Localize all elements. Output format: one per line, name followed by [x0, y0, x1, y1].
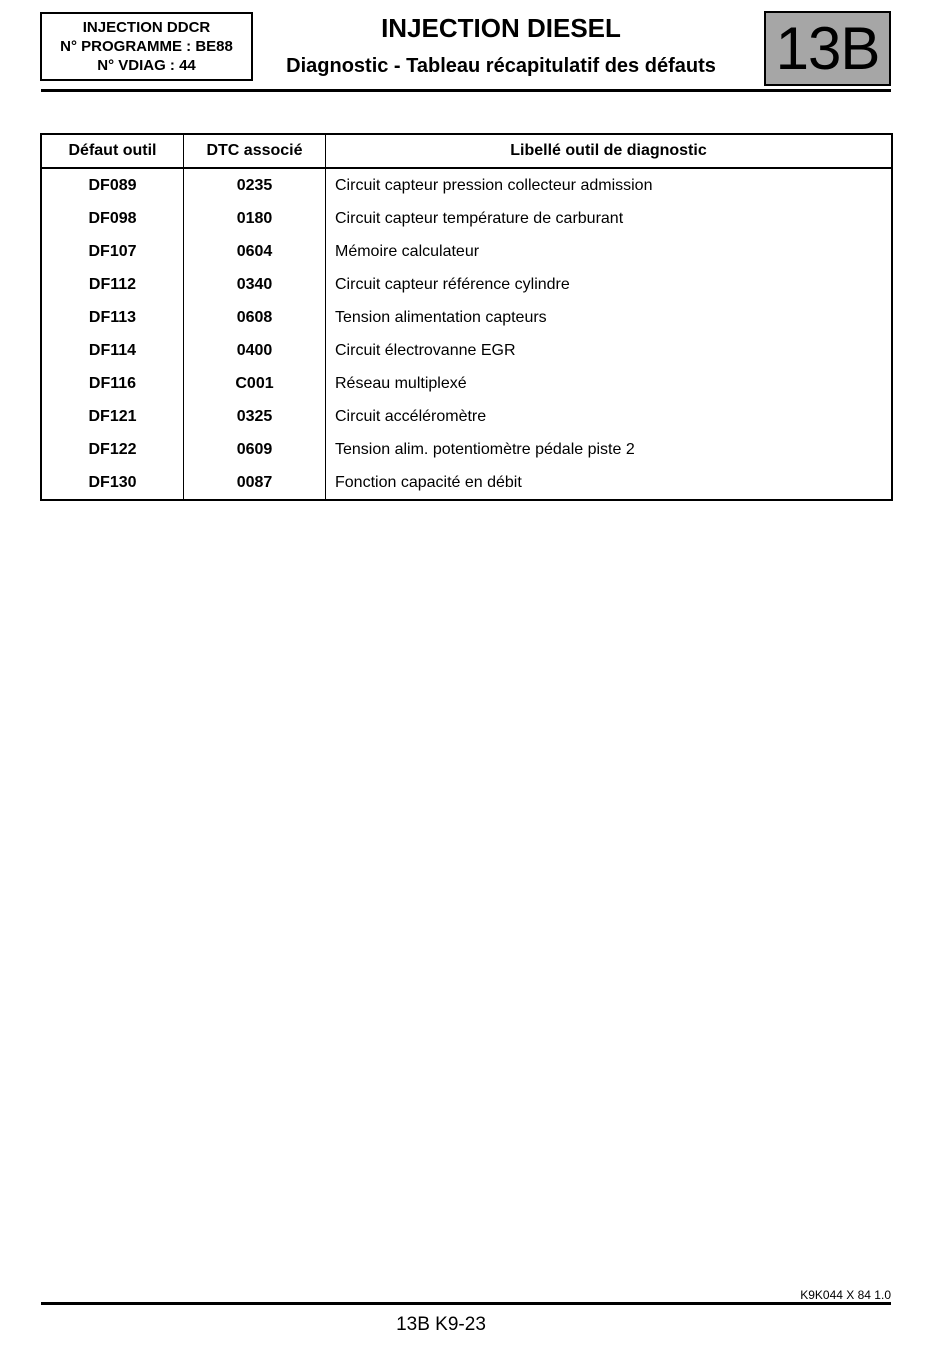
table-row [41, 334, 892, 367]
table-row [41, 301, 892, 334]
dtc-cell: C001 [184, 367, 326, 400]
page-number: 13B K9-23 [396, 1314, 486, 1335]
header-divider [41, 89, 891, 92]
dtc-cell: 0087 [184, 466, 326, 500]
fault-label-cell: Réseau multiplexé [326, 367, 893, 400]
fault-code-cell: DF130 [41, 466, 184, 500]
column-header-dtc: DTC associé [184, 134, 326, 168]
page-title: INJECTION DIESEL [381, 13, 621, 43]
table-header-row [41, 134, 892, 168]
program-info-box [40, 12, 253, 81]
info-engine-type: INJECTION DDCR [82, 19, 211, 36]
fault-code-cell: DF112 [41, 268, 184, 301]
fault-code-cell: DF114 [41, 334, 184, 367]
fault-label-cell: Fonction capacité en débit [326, 466, 893, 500]
fault-label-cell: Mémoire calculateur [326, 235, 893, 268]
column-header-fault-code: Défaut outil [41, 134, 184, 168]
page-subtitle: Diagnostic - Tableau récapitulatif des défauts [286, 55, 716, 77]
column-header-label: Libellé outil de diagnostic [326, 134, 893, 168]
dtc-cell: 0325 [184, 400, 326, 433]
fault-code-cell: DF121 [41, 400, 184, 433]
table-row [41, 433, 892, 466]
fault-code-cell: DF122 [41, 433, 184, 466]
fault-label-cell: Circuit capteur pression collecteur admission [326, 168, 893, 202]
table-row [41, 235, 892, 268]
dtc-cell: 0235 [184, 168, 326, 202]
dtc-cell: 0609 [184, 433, 326, 466]
dtc-cell: 0340 [184, 268, 326, 301]
info-vdiag-number: N° VDIAG : 44 [97, 57, 196, 74]
section-badge: 13B [764, 11, 891, 86]
fault-label-cell: Circuit électrovanne EGR [326, 334, 893, 367]
fault-label-cell: Circuit capteur température de carburant [326, 202, 893, 235]
fault-label-cell: Circuit accéléromètre [326, 400, 893, 433]
table-row [41, 168, 892, 202]
fault-label-cell: Tension alimentation capteurs [326, 301, 893, 334]
table-row [41, 202, 892, 235]
dtc-cell: 0180 [184, 202, 326, 235]
dtc-cell: 0400 [184, 334, 326, 367]
footer-divider [41, 1302, 891, 1305]
fault-code-cell: DF089 [41, 168, 184, 202]
fault-code-cell: DF116 [41, 367, 184, 400]
fault-label-cell: Tension alim. potentiomètre pédale piste 2 [326, 433, 893, 466]
fault-code-cell: DF098 [41, 202, 184, 235]
info-program-number: N° PROGRAMME : BE88 [60, 38, 233, 55]
fault-label-cell: Circuit capteur référence cylindre [326, 268, 893, 301]
document-reference: K9K044 X 84 1.0 [800, 1288, 891, 1302]
fault-code-cell: DF107 [41, 235, 184, 268]
table-row [41, 400, 892, 433]
fault-code-cell: DF113 [41, 301, 184, 334]
table-row [41, 466, 892, 500]
dtc-cell: 0604 [184, 235, 326, 268]
table-row [41, 367, 892, 400]
dtc-cell: 0608 [184, 301, 326, 334]
fault-summary-table [40, 133, 893, 501]
table-row [41, 268, 892, 301]
